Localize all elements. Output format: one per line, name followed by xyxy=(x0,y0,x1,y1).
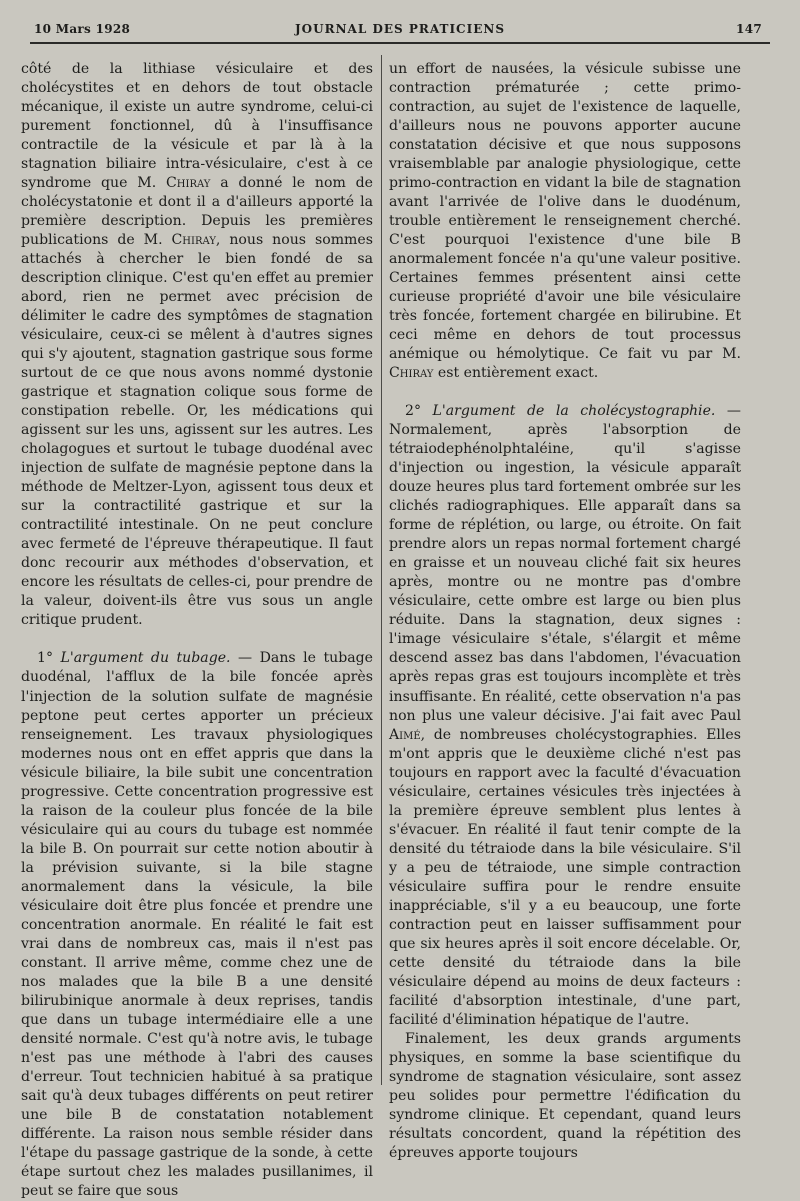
section-heading-tubage: L'argument du tubage. xyxy=(60,650,231,667)
right-column xyxy=(389,60,741,1163)
page-header xyxy=(30,18,770,44)
author-name: Chiray xyxy=(171,232,216,249)
left-paragraph-tubage: 1° L'argument du tubage. — Dans le tubage duodénal, l'afflux de la bile foncée après l'injection de la solution sulfate de magnésie peptone peut certes apporter un précieux renseignement. Les travaux physiologiques modernes nous ont en effet appris que dans la vésicule biliaire, la bile subit une concentration progressive. Cette concentration progressive est la raison de la couleur plus foncée de la bile vésiculaire qui au cours du tubage est nommée la bile B. On pourrait sur cette notion aboutir à la prévision suivante, si la bile stagne anormalement dans la vésicule, la bile vésiculaire doit être plus foncée et prendre une concentration anormale. En réalité le fait est vrai dans de nombreux cas, mais il n'est pas constant. Il arrive même, comme chez une de nos malades que la bile B a une densité bilirubinique anormale à deux reprises, tandis que dans un tubage intermédiaire elle a une densité normale. C'est qu'à notre avis, le tubage n'est pas une méthode à l'abri des causes d'erreur. Tout technicien habitué à sa pratique sait qu'à deux tubages différents on peut retirer une bile B de constatation notablement différente. La raison nous semble résider dans l'étape du passage gastrique de la sonde, à cette étape surtout chez les malades pusillanimes, il peut se faire que sous xyxy=(21,650,373,1199)
left-paragraph-intro: côté de la lithiase vésiculaire et des cholécystites et en dehors de tout obstacle mécanique, il existe un autre syndrome, celui-ci purement fonctionnel, dû à l'insuffisance contractile de la vésicule et par là à la stagnation biliaire intra-vésiculaire, c'est à ce syndrome que M. Chiray a donné le nom de cholécystatonie et dont il a d'ailleurs apporté la première description. Depuis les premières publications de M. Chiray, nous nous sommes attachés à chercher le bien fondé de sa description clinique. C'est qu'en effet au premier abord, rien ne permet avec précision de délimiter le cadre des symptômes de stagnation vésiculaire, ceux-ci se mêlent à d'autres signes qui s'y ajoutent, stagnation gastrique sous forme surtout de ce que nous avons nommé dystonie gastrique et stagnation colique sous forme de constipation rebelle. Or, les médications qui agissent sur les uns, agissent sur les autres. Les cholagogues et surtout le tubage duodénal avec injection de sulfate de magnésie peptone dans la méthode de Meltzer-Lyon, agissent tous deux et sur la contractilité gastrique et sur la contractilité intestinale. On ne peut conclure avec fermeté de l'épreuve thérapeutique. Il faut donc recourir aux méthodes d'observation, et encore les résultats de celles-ci, pour prendre de la valeur, doivent-ils être vus sous un angle critique prudent. xyxy=(21,61,373,629)
column-divider xyxy=(381,55,382,1085)
header-journal-title: JOURNAL DES PRATICIENS xyxy=(295,22,505,36)
author-name: Chiray xyxy=(389,365,434,382)
author-name: Chiray xyxy=(166,175,211,192)
section-heading-cholecystographie: L'argument de la cholécystographie. xyxy=(432,403,716,420)
header-date: 10 Mars 1928 xyxy=(34,22,131,36)
left-column xyxy=(21,60,373,1201)
right-paragraph-finalement: Finalement, les deux grands arguments physiques, en somme la base scientifique du syndrome de stagnation vésiculaire, sont assez peu solides pour permettre l'édification du syndrome clinique. Et cependant, quand leurs résultats concordent, quand la répétition des épreuves apporte toujours xyxy=(389,1030,741,1161)
right-paragraph-cholecystographie: 2° L'argument de la cholécystographie. — Normalement, après l'absorption de tétraiodephénolphtaléine, qu'il s'agisse d'injection ou ingestion, la vésicule apparaît douze heures plus tard fortement ombrée sur les clichés radiographiques. Elle apparaît dans sa forme de réplétion, ou large, ou étroite. On fait prendre alors un repas normal fortement chargé en graisse et un nouveau cliché fait six heures après, montre ou ne montre pas d'ombre vésiculaire, cette ombre est large ou bien plus réduite. Dans la stagnation, deux signes : l'image vésiculaire s'étale, s'élargit et même descend assez bas dans l'abdomen, l'évacuation après repas gras est toujours incomplète et très insuffisante. En réalité, cette observation n'a pas non plus une valeur décisive. J'ai fait avec Paul Aimé, de nombreuses cholécystographies. Elles m'ont appris que le deuxième cliché n'est pas toujours en rapport avec la faculté d'évacuation vésiculaire, certaines vésicules très injectées à la première épreuve semblent plus lentes à s'évacuer. En réalité il faut tenir compte de la densité du tétraiode dans la bile vésiculaire. S'il y a peu de tétraiode, une simple contraction vésiculaire suffira pour le rendre ensuite inappréciable, s'il y a eu beaucoup, une forte contraction peut en laisser suffisamment pour que six heures après il soit encore décelable. Or, cette densité du tétraiode dans la bile vésiculaire dépend au moins de deux facteurs : facilité d'absorption intestinale, d'une part, facilité d'élimination hépatique de l'autre. xyxy=(389,403,741,1028)
author-name: Aimé xyxy=(389,726,421,743)
header-page-number: 147 xyxy=(736,22,762,36)
right-paragraph-continuation: un effort de nausées, la vésicule subisse une contraction prématurée ; cette primo-contraction, au sujet de l'existence de laquelle, d'ailleurs nous ne pouvons apporter aucune constatation décisive et que nous supposons vraisemblable par analogie physiologique, cette primo-contraction en vidant la bile de stagnation avant l'arrivée de l'olive dans le duodénum, trouble entièrement le renseignement cherché. C'est pourquoi l'existence d'une bile B anormalement foncée n'a qu'une valeur positive. Certaines femmes présentent ainsi cette curieuse propriété d'avoir une bile vésiculaire très foncée, fortement chargée en bilirubine. Et ceci même en dehors de tout processus anémique ou hémolytique. Ce fait vu par M. Chiray est entièrement exact. xyxy=(389,61,741,382)
